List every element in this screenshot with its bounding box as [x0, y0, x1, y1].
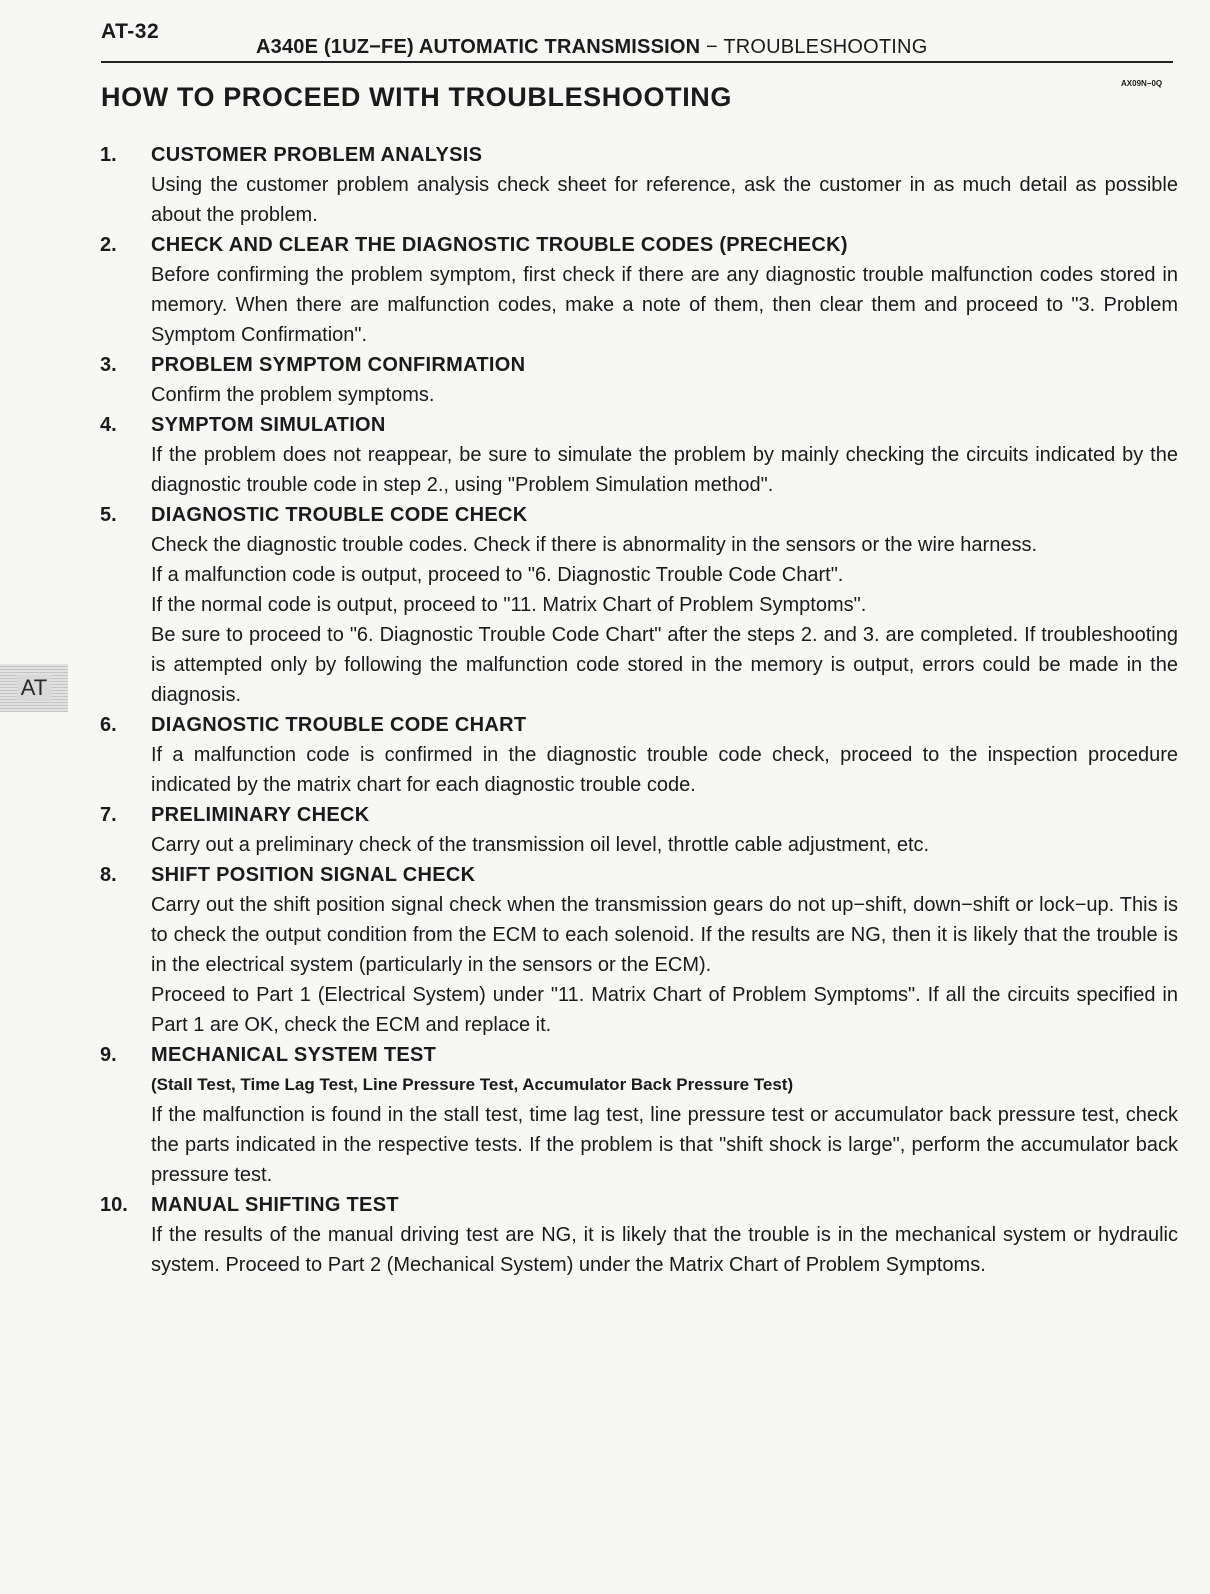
step-paragraph: Be sure to proceed to "6. Diagnostic Trouble Code Chart" after the steps 2. and 3. are completed. If troubleshooting is attempted only by following the malfunction code stored in the memory is output, errors could be made in the diagnosis.: [151, 624, 1178, 706]
running-header: [256, 36, 927, 59]
step-item: [100, 710, 1178, 800]
section-tab-label: AT: [17, 675, 51, 701]
step-item: [100, 500, 1178, 710]
steps-list: [100, 140, 1178, 1280]
step-item: [100, 350, 1178, 410]
header-rule: [101, 61, 1173, 63]
step-title: PRELIMINARY CHECK: [151, 804, 370, 826]
step-paragraph: Confirm the problem symptoms.: [151, 384, 435, 406]
page-title: HOW TO PROCEED WITH TROUBLESHOOTING: [101, 82, 732, 112]
step-number: 2.: [100, 234, 117, 256]
step-item: [100, 1040, 1178, 1190]
step-paragraph: If the malfunction is found in the stall test, time lag test, line pressure test or accumulator back pressure test, check the parts indicated in the respective tests. If the problem is that "shift shock is large", perform the accumulator back pressure test.: [151, 1104, 1178, 1186]
step-item: [100, 230, 1178, 350]
running-header-section: A340E (1UZ−FE) AUTOMATIC TRANSMISSION: [256, 36, 701, 58]
step-number: 9.: [100, 1044, 117, 1066]
step-paragraph: If the problem does not reappear, be sure to simulate the problem by mainly checking the circuits indicated by the diagnostic trouble code in step 2., using "Problem Simulation method".: [151, 444, 1178, 496]
step-title: CHECK AND CLEAR THE DIAGNOSTIC TROUBLE CODES (PRECHECK): [151, 234, 848, 256]
running-header-subsection: − TROUBLESHOOTING: [700, 36, 928, 58]
step-item: [100, 860, 1178, 1040]
step-title: DIAGNOSTIC TROUBLE CODE CHART: [151, 714, 527, 736]
step-item: [100, 1190, 1178, 1280]
reference-code: AX09N−0Q: [1121, 79, 1163, 88]
step-title: MECHANICAL SYSTEM TEST: [151, 1044, 437, 1066]
step-number: 1.: [100, 144, 117, 166]
section-tab: [0, 664, 68, 712]
step-number: 4.: [100, 414, 117, 436]
step-subtitle: (Stall Test, Time Lag Test, Line Pressure Test, Accumulator Back Pressure Test): [151, 1075, 794, 1094]
step-paragraph: Carry out a preliminary check of the transmission oil level, throttle cable adjustment, etc.: [151, 834, 930, 856]
step-paragraph: If the normal code is output, proceed to "11. Matrix Chart of Problem Symptoms".: [151, 594, 867, 616]
step-number: 3.: [100, 354, 117, 376]
step-number: 6.: [100, 714, 117, 736]
step-title: SYMPTOM SIMULATION: [151, 414, 386, 436]
step-paragraph: If the results of the manual driving test are NG, it is likely that the trouble is in the mechanical system or hydraulic system. Proceed to Part 2 (Mechanical System) under the Matrix Chart of Problem Symptoms.: [151, 1224, 1178, 1276]
step-paragraph: Check the diagnostic trouble codes. Check if there is abnormality in the sensors or the wire harness.: [151, 534, 1037, 556]
step-paragraph: Before confirming the problem symptom, first check if there are any diagnostic trouble malfunction codes stored in memory. When there are malfunction codes, make a note of them, then clear them and proceed to "3. Problem Symptom Confirmation".: [151, 264, 1178, 346]
step-number: 7.: [100, 804, 117, 826]
step-number: 8.: [100, 864, 117, 886]
step-title: CUSTOMER PROBLEM ANALYSIS: [151, 144, 483, 166]
step-paragraph: Using the customer problem analysis check sheet for reference, ask the customer in as much detail as possible about the problem.: [151, 174, 1178, 226]
step-paragraph: Proceed to Part 1 (Electrical System) under "11. Matrix Chart of Problem Symptoms". If all the circuits specified in Part 1 are OK, check the ECM and replace it.: [151, 984, 1178, 1036]
step-paragraph: If a malfunction code is output, proceed to "6. Diagnostic Trouble Code Chart".: [151, 564, 844, 586]
step-title: PROBLEM SYMPTOM CONFIRMATION: [151, 354, 526, 376]
step-title: SHIFT POSITION SIGNAL CHECK: [151, 864, 476, 886]
step-title: MANUAL SHIFTING TEST: [151, 1194, 399, 1216]
step-paragraph: Carry out the shift position signal check when the transmission gears do not up−shift, down−shift or lock−up. This is to check the output condition from the ECM to each solenoid. If the results are NG, then it is likely that the trouble is in the electrical system (particularly in the sensors or the ECM).: [151, 894, 1178, 976]
step-item: [100, 800, 1178, 860]
step-title: DIAGNOSTIC TROUBLE CODE CHECK: [151, 504, 528, 526]
page-number: AT-32: [101, 20, 160, 43]
step-number: 10.: [100, 1194, 128, 1216]
step-number: 5.: [100, 504, 117, 526]
step-paragraph: If a malfunction code is confirmed in the diagnostic trouble code check, proceed to the inspection procedure indicated by the matrix chart for each diagnostic trouble code.: [151, 744, 1178, 796]
step-item: [100, 140, 1178, 230]
step-item: [100, 410, 1178, 500]
